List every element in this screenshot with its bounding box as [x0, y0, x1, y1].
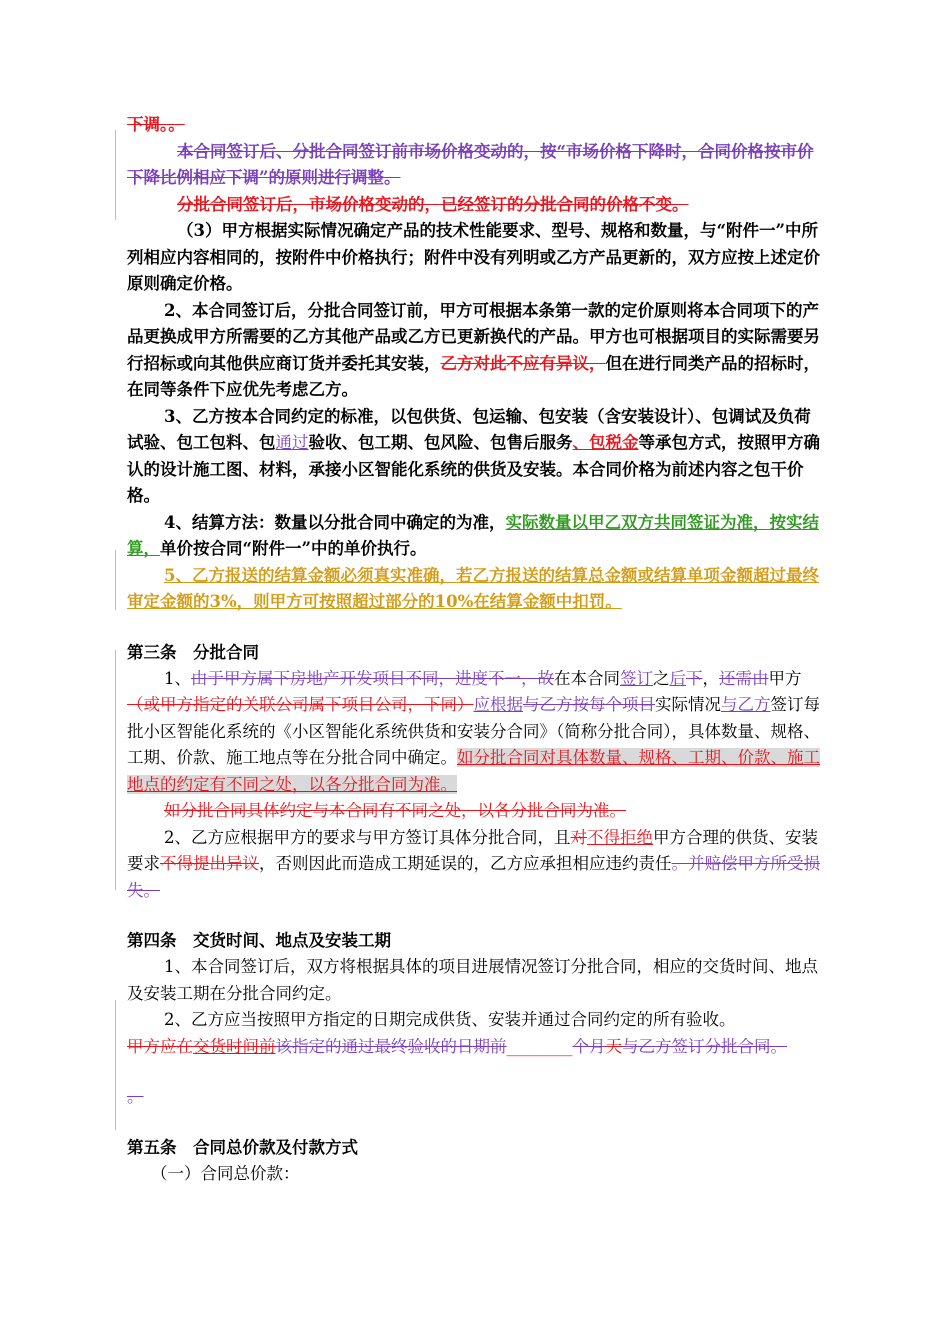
paragraph-s4-1: 1、本合同签订后，双方将根据具体的项目进展情况签订分批合同，相应的交货时间、地点及安装工期在分批合同约定。	[127, 957, 818, 1003]
paragraph-clause-3: 3、乙方按本合同约定的标准，以包供货、包运输、包安装（含安装设计）、包调试及负荷试验、包工包料、包通过验收、包工期、包风险、包售后服务、包税金等承包方式，按照甲方确认的设计施工图、材料，承接小区智能化系统的供货及安装。本合同价格为前述内容之包干价格。	[127, 406, 820, 505]
change-bar	[115, 650, 116, 890]
paragraph-clause-4: 4、结算方法：数量以分批合同中确定的为准，实际数量以甲乙双方共同签证为准，按实结算，单价按合同“附件一”中的单价执行。	[127, 512, 819, 558]
paragraph-pricing-3: （3）甲方根据实际情况确定产品的技术性能要求、型号、规格和数量，与“附件一”中所列相应内容相同的，按附件中价格执行；附件中没有列明或乙方产品更新的，双方应按上述定价原则确定价格。	[127, 221, 820, 293]
section-heading-4: 第四条 交货时间、地点及安装工期	[127, 931, 391, 950]
paragraph-s4-2: 2、乙方应当按照甲方指定的日期完成供货、安装并通过合同约定的所有验收。	[164, 1010, 736, 1029]
paragraph-s3-deleted: 如分批合同具体约定与本合同有不同之处，以各分批合同为准。	[164, 801, 626, 820]
paragraph-clause-2: 2、本合同签订后，分批合同签订前，甲方可根据本条第一款的定价原则将本合同项下的产品更换成甲方所需要的乙方其他产品或乙方已更新换代的产品。甲方也可根据项目的实际需要另行招标或向其他供应商订货并委托其安装，乙方对此不应有异议，但在进行同类产品的招标时，在同等条件下应优先考虑乙方。	[127, 300, 820, 399]
paragraph-deleted-price-change: 本合同签订后、分批合同签订前市场价格变动的，按“市场价格下降时，合同价格按市价下降比例相应下调”的原则进行调整。	[127, 141, 814, 187]
section-heading-3: 第三条 分批合同	[127, 642, 259, 662]
paragraph-s4-dot: 。	[127, 1087, 144, 1106]
paragraph-s4-deleted: 甲方应在交货时间前该指定的通过最终验收的日期前________个月天与乙方签订分批合同。	[127, 1036, 787, 1056]
change-bar	[115, 130, 116, 220]
change-bar	[115, 1000, 116, 1130]
paragraph-fragment: 下调。。	[127, 115, 185, 134]
paragraph-s5-1: （一）合同总价款：	[151, 1163, 300, 1183]
document-page	[127, 112, 827, 1187]
paragraph-clause-5: 5、乙方报送的结算金额必须真实准确，若乙方报送的结算总金额或结算单项金额超过最终审定金额的3%，则甲方可按照超过部分的10%在结算金额中扣罚。	[127, 565, 819, 611]
section-heading-5: 第五条 合同总价款及付款方式	[127, 1137, 358, 1157]
paragraph-s3-1: 1、由于甲方属下房地产开发项目不同，进度不一，故在本合同签订之后下，还需由甲方（或甲方指定的关联公司属下项目公司，下同）应根据与乙方按每个项目实际情况与乙方签订每批小区智能化系统的《小区智能化系统供货和安装分合同》（简称分批合同），具体数量、规格、工期、价款、施工地点等在分批合同中确定。如分批合同对具体数量、规格、工期、价款、施工地点的约定有不同之处，以各分批合同为准。	[127, 668, 820, 794]
change-bar	[115, 550, 116, 610]
paragraph-deleted-price-fixed: 分批合同签订后，市场价格变动的，已经签订的分批合同的价格不变。	[177, 194, 689, 214]
paragraph-s3-2: 2、乙方应根据甲方的要求与甲方签订具体分批合同，且对不得拒绝甲方合理的供货、安装要求不得提出异议，否则因此而造成工期延误的，乙方应承担相应违约责任。并赔偿甲方所受损失。	[127, 827, 820, 900]
